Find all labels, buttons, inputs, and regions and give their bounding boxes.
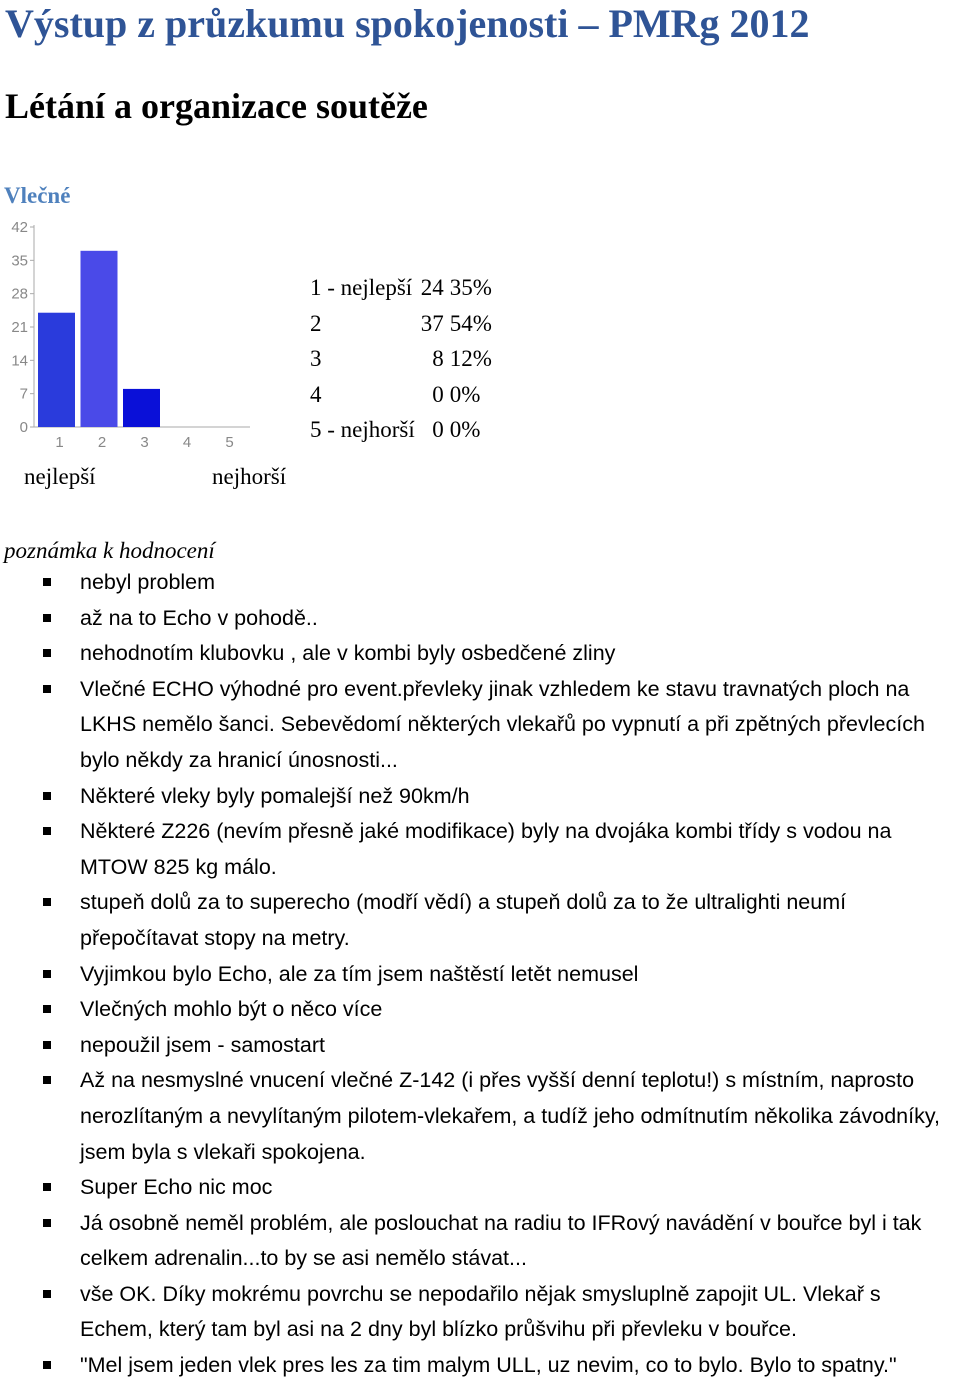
comment-text: stupeň dolů za to superecho (modří vědí) a stupeň dolů za to že ultralighti neumí přepočítavat stopy na metry. <box>80 890 847 950</box>
bar <box>38 313 75 427</box>
comment-text: Až na nesmyslné vnucení vlečné Z-142 (i přes vyšší denní teplotu!) s místním, naprosto nerozlítaným a nevylítaným pilotem-vlekařem, a tudíž jeho odmítnutím několika závodníky, jsem byla s vlekaři spokojena. <box>80 1068 940 1164</box>
list-item <box>0 601 960 637</box>
rating-count: 37 <box>420 310 444 336</box>
comment-text: "Mel jsem jeden vlek pres les za tim malym ULL, uz nevim, co to bylo. Bylo to spatny." <box>80 1353 897 1378</box>
y-tick-label: 35 <box>11 252 28 270</box>
comment-text: Některé vleky byly pomalejší než 90km/h <box>80 783 470 808</box>
x-tick-label: 3 <box>140 434 149 451</box>
y-tick-label: 42 <box>11 219 28 236</box>
rating-count: 8 <box>432 346 444 371</box>
table-row <box>310 377 492 413</box>
y-tick-label: 14 <box>11 352 28 370</box>
rating-count: 24 <box>420 275 444 300</box>
section-heading: Létání a organizace soutěže <box>5 86 428 126</box>
rating-label: 4 <box>310 381 322 407</box>
x-tick-label: 4 <box>182 434 192 451</box>
list-item <box>0 1206 960 1277</box>
sub-heading-vlecne: Vlečné <box>4 183 71 208</box>
comments-list <box>0 565 960 1384</box>
rating-percent: 0% <box>449 381 481 407</box>
y-tick-label: 28 <box>11 285 28 303</box>
rating-label: 5 - nejhorší <box>310 417 415 442</box>
comment-text: Super Echo nic moc <box>80 1175 273 1200</box>
rating-label: 3 <box>310 346 322 371</box>
comment-text: Některé Z226 (nevím přesně jaké modifikace) byly na dvojáka kombi třídy s vodou na MTOW 825 kg málo. <box>80 819 892 879</box>
comment-text: nepoužil jsem - samostart <box>80 1032 325 1057</box>
comment-text: nehodnotím klubovku , ale v kombi byly osbedčené zliny <box>80 641 616 666</box>
square-bullet-icon <box>43 898 51 906</box>
square-bullet-icon <box>43 685 51 693</box>
rating-count: 0 <box>432 417 444 442</box>
square-bullet-icon <box>43 1361 51 1369</box>
y-tick-label: 7 <box>19 385 28 403</box>
rating-label: 1 - nejlepší <box>310 275 413 300</box>
square-bullet-icon <box>43 1005 51 1013</box>
comment-text: až na to Echo v pohodě.. <box>80 605 318 630</box>
comment-text: vše OK. Díky mokrému povrchu se nepodařilo nějak smysluplně zapojit UL. Vlekař s Echem, který tam byl asi na 2 dny byl blízko průšvihu při převleku v bouřce. <box>80 1281 881 1342</box>
square-bullet-icon <box>43 1183 51 1191</box>
list-item <box>0 992 960 1028</box>
x-tick-label: 5 <box>225 434 234 451</box>
list-item <box>0 779 960 815</box>
x-tick-label: 2 <box>97 434 107 451</box>
rating-label: 2 <box>310 310 322 336</box>
square-bullet-icon <box>43 970 51 978</box>
square-bullet-icon <box>43 1219 51 1227</box>
scale-worst-label: nejhorší <box>212 464 287 489</box>
list-item <box>0 636 960 672</box>
y-tick-label: 21 <box>11 319 28 336</box>
note-heading: poznámka k hodnocení <box>4 538 215 563</box>
list-item <box>0 672 960 779</box>
square-bullet-icon <box>43 1041 51 1049</box>
list-item <box>0 885 960 956</box>
square-bullet-icon <box>43 827 51 835</box>
table-row <box>310 412 492 448</box>
list-item <box>0 957 960 993</box>
comment-text: Vlečných mohlo být o něco více <box>80 997 383 1022</box>
scale-best-label: nejlepší <box>24 464 96 489</box>
square-bullet-icon <box>43 578 51 586</box>
table-row <box>310 341 492 377</box>
rating-percent: 35% <box>449 275 492 300</box>
list-item <box>0 1277 960 1348</box>
rating-count: 0 <box>432 381 444 407</box>
table-row <box>310 306 492 342</box>
bar <box>123 389 160 427</box>
rating-bar-chart <box>0 214 260 454</box>
y-tick-label: 0 <box>19 419 28 436</box>
square-bullet-icon <box>43 792 51 800</box>
square-bullet-icon <box>43 1290 51 1298</box>
comment-text: Vlečné ECHO výhodné pro event.převleky jinak vzhledem ke stavu travnatých ploch na LKHS nemělo šanci. Sebevědomí některých vlekařů po vypnutí a při zpětných převlecích bylo někdy za hranicí únosnosti... <box>80 676 925 772</box>
list-item <box>0 1063 960 1170</box>
square-bullet-icon <box>43 649 51 657</box>
rating-table <box>310 270 492 448</box>
rating-percent: 0% <box>449 417 481 442</box>
comment-text: Já osobně neměl problém, ale poslouchat na radiu to IFRový navádění v bouřce byl i tak celkem adrenalin...to by se asi nemělo stávat... <box>80 1210 922 1271</box>
list-item <box>0 814 960 885</box>
rating-percent: 12% <box>449 346 492 371</box>
rating-percent: 54% <box>449 310 492 336</box>
square-bullet-icon <box>43 614 51 622</box>
list-item <box>0 1028 960 1064</box>
bar <box>81 251 118 427</box>
list-item <box>0 565 960 601</box>
list-item <box>0 1348 960 1384</box>
document-title: Výstup z průzkumu spokojenosti – PMRg 2012 <box>5 1 810 46</box>
comment-text: nebyl problem <box>80 570 216 594</box>
comment-text: Vyjimkou bylo Echo, ale za tím jsem naštěstí letět nemusel <box>80 961 639 986</box>
x-tick-label: 1 <box>55 434 64 451</box>
list-item <box>0 1170 960 1206</box>
table-row <box>310 270 492 306</box>
square-bullet-icon <box>43 1076 51 1084</box>
